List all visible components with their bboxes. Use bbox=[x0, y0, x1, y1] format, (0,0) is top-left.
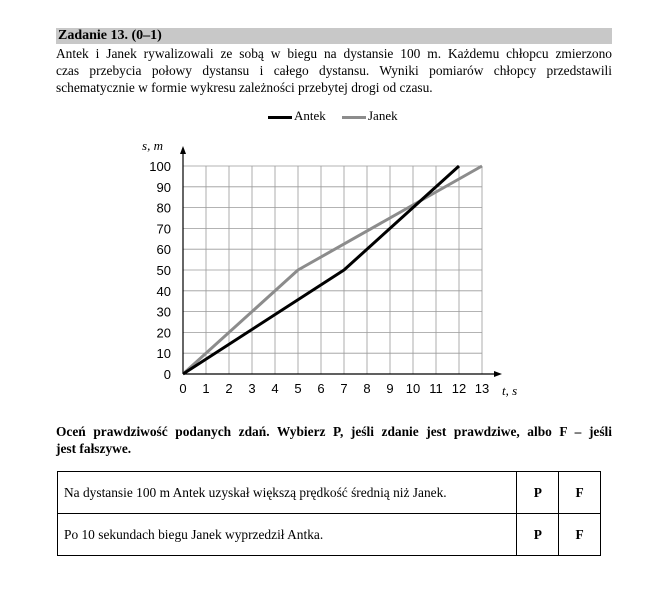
y-tick-label: 70 bbox=[156, 221, 171, 237]
statement-text: Na dystansie 100 m Antek uzyskał większą prędkość średnią niż Janek. bbox=[58, 472, 517, 514]
task-intro bbox=[56, 45, 612, 96]
legend-swatch-antek bbox=[268, 116, 292, 119]
x-tick-label: 5 bbox=[294, 381, 302, 396]
statements-table bbox=[57, 471, 601, 556]
option-true-button[interactable]: P bbox=[517, 514, 559, 556]
y-tick-label: 0 bbox=[163, 367, 171, 382]
legend-label-antek: Antek bbox=[294, 108, 326, 123]
x-tick-label: 12 bbox=[451, 381, 467, 396]
x-tick-label: 0 bbox=[179, 381, 187, 396]
intro-line: czas przebycia połowy dystansu i całego dystansu. Wyniki pomiarów chłopcy przedstawili bbox=[56, 63, 612, 78]
x-tick-label: 3 bbox=[248, 381, 256, 396]
y-tick-label: 60 bbox=[156, 242, 171, 258]
instruction-line: Oceń prawdziwość podanych zdań. Wybierz P, jeśli zdanie jest prawdziwe, albo F – jeśli bbox=[56, 424, 612, 439]
legend-swatch-janek bbox=[342, 116, 366, 119]
x-tick-label: 4 bbox=[271, 381, 279, 396]
intro-line: Antek i Janek rywalizowali ze sobą w biegu na dystansie 100 m. Każdemu chłopcu zmierzono bbox=[56, 46, 612, 61]
x-tick-label: 13 bbox=[474, 381, 490, 396]
y-axis-label: s, m bbox=[142, 138, 163, 153]
task-instruction bbox=[56, 423, 612, 457]
y-tick-label: 50 bbox=[156, 263, 171, 278]
table-row bbox=[58, 472, 601, 514]
instruction-line: jest fałszywe. bbox=[56, 441, 132, 456]
statement-text: Po 10 sekundach biegu Janek wyprzedził Antka. bbox=[58, 514, 517, 556]
x-axis-label: t, s bbox=[502, 383, 518, 398]
y-tick-label: 20 bbox=[156, 325, 171, 341]
x-tick-label: 6 bbox=[317, 381, 325, 396]
intro-line: schematycznie w formie wykresu zależności przebytej drogi od czasu. bbox=[56, 80, 433, 95]
option-true-button[interactable]: P bbox=[517, 472, 559, 514]
y-axis-arrow bbox=[180, 146, 186, 154]
y-tick-label: 40 bbox=[156, 283, 171, 299]
x-tick-label: 9 bbox=[386, 381, 394, 396]
x-tick-label: 11 bbox=[429, 381, 443, 396]
x-tick-label: 1 bbox=[202, 381, 210, 396]
y-tick-label: 90 bbox=[156, 179, 171, 195]
table-row bbox=[58, 514, 601, 556]
option-false-button[interactable]: F bbox=[559, 514, 601, 556]
x-tick-label: 2 bbox=[225, 381, 233, 396]
y-tick-label: 30 bbox=[156, 304, 171, 320]
distance-time-chart bbox=[130, 130, 530, 410]
x-tick-label: 8 bbox=[363, 381, 371, 396]
task-title: Zadanie 13. (0–1) bbox=[58, 28, 162, 43]
x-tick-label: 7 bbox=[340, 381, 348, 396]
y-tick-label: 10 bbox=[156, 346, 171, 362]
legend-label-janek: Janek bbox=[368, 108, 398, 123]
y-tick-label: 100 bbox=[149, 159, 171, 174]
y-tick-label: 80 bbox=[156, 200, 171, 216]
x-axis-arrow bbox=[494, 371, 502, 377]
x-tick-label: 10 bbox=[405, 381, 421, 396]
option-false-button[interactable]: F bbox=[559, 472, 601, 514]
